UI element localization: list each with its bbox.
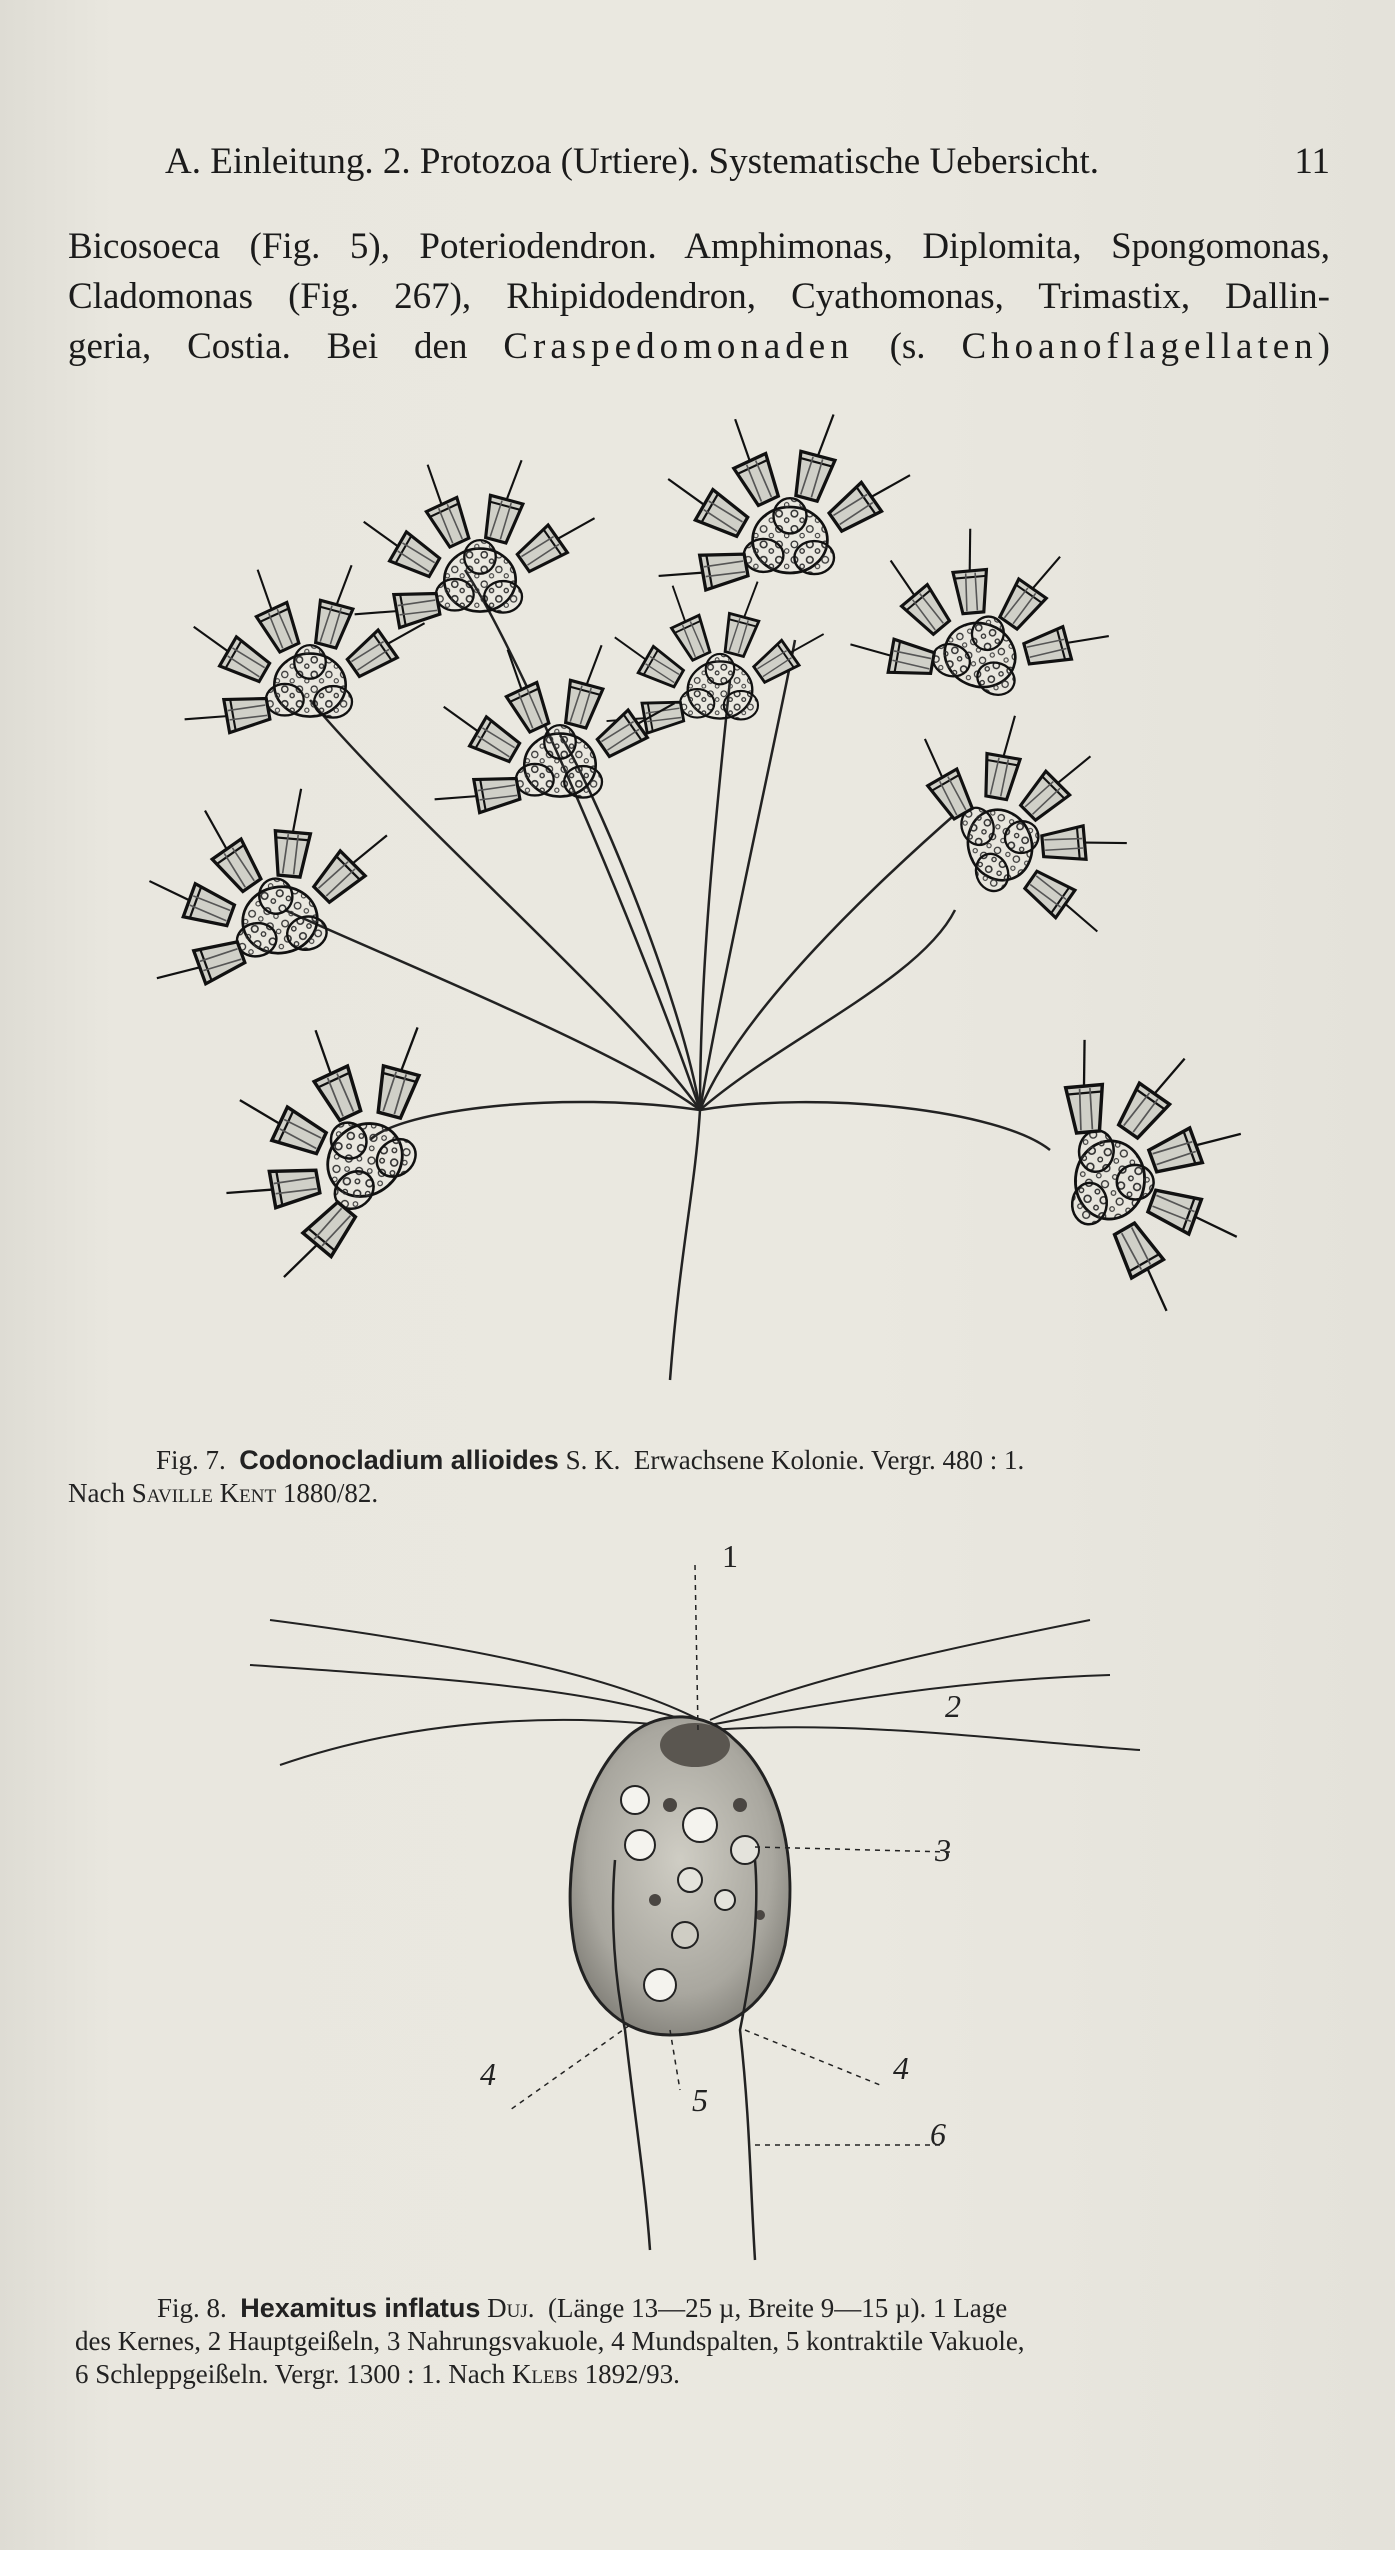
running-title: A. Einleitung. 2. Protozoa (Urtiere). Systematische Uebersicht. bbox=[165, 141, 1099, 182]
intro-line-3: geria, Costia. Bei den Craspedomonaden (s. Choanoflagellaten) bbox=[68, 326, 1330, 367]
intro-paragraph bbox=[68, 222, 1330, 372]
figure-8-caption-line-1: Fig. 8. Hexamitus inflatus Duj. (Länge 13—25 µ, Breite 9—15 µ). 1 Lage bbox=[157, 2293, 1008, 2323]
figure-8-caption-line-2: des Kernes, 2 Hauptgeißeln, 3 Nahrungsvakuole, 4 Mundspalten, 5 kontraktile Vakuole, bbox=[75, 2326, 1025, 2356]
figure-7-species: Codonocladium allioides bbox=[239, 1445, 559, 1475]
figure-8-label-5: 5 bbox=[692, 2082, 708, 2118]
figure-8-species: Hexamitus inflatus bbox=[240, 2293, 481, 2323]
figure-8-caption-line-3: 6 Schleppgeißeln. Vergr. 1300 : 1. Nach Klebs 1892/93. bbox=[75, 2359, 680, 2389]
figure-7-caption-line-2: Nach Saville Kent 1880/82. bbox=[68, 1478, 379, 1508]
figure-8-label-2: 2 bbox=[945, 1688, 961, 1724]
figure-8-label-4-left: 4 bbox=[480, 2056, 496, 2092]
figure-7-caption-line-1: Fig. 7. Codonocladium allioides S. K. Erwachsene Kolonie. Vergr. 480 : 1. bbox=[156, 1445, 1025, 1475]
intro-line-1: Bicosoeca (Fig. 5), Poteriodendron. Amphimonas, Diplomita, Spongomonas, bbox=[68, 226, 1330, 267]
figure-8-caption bbox=[75, 2292, 1340, 2391]
figure-8-label-4-right: 4 bbox=[893, 2050, 909, 2086]
figure-8-label-1: 1 bbox=[722, 1538, 738, 1574]
figure-8-label-3: 3 bbox=[935, 1832, 951, 1868]
figure-7-caption bbox=[68, 1444, 1330, 1510]
page-number: 11 bbox=[1294, 141, 1330, 182]
figure-8-hexamitus-illustration bbox=[240, 1540, 1160, 2270]
running-header bbox=[165, 140, 1330, 200]
figure-7-colony-illustration bbox=[100, 390, 1280, 1420]
figure-8-label-6: 6 bbox=[930, 2116, 946, 2152]
intro-line-2: Cladomonas (Fig. 267), Rhipidodendron, Cyathomonas, Trimastix, Dallin- bbox=[68, 276, 1330, 317]
